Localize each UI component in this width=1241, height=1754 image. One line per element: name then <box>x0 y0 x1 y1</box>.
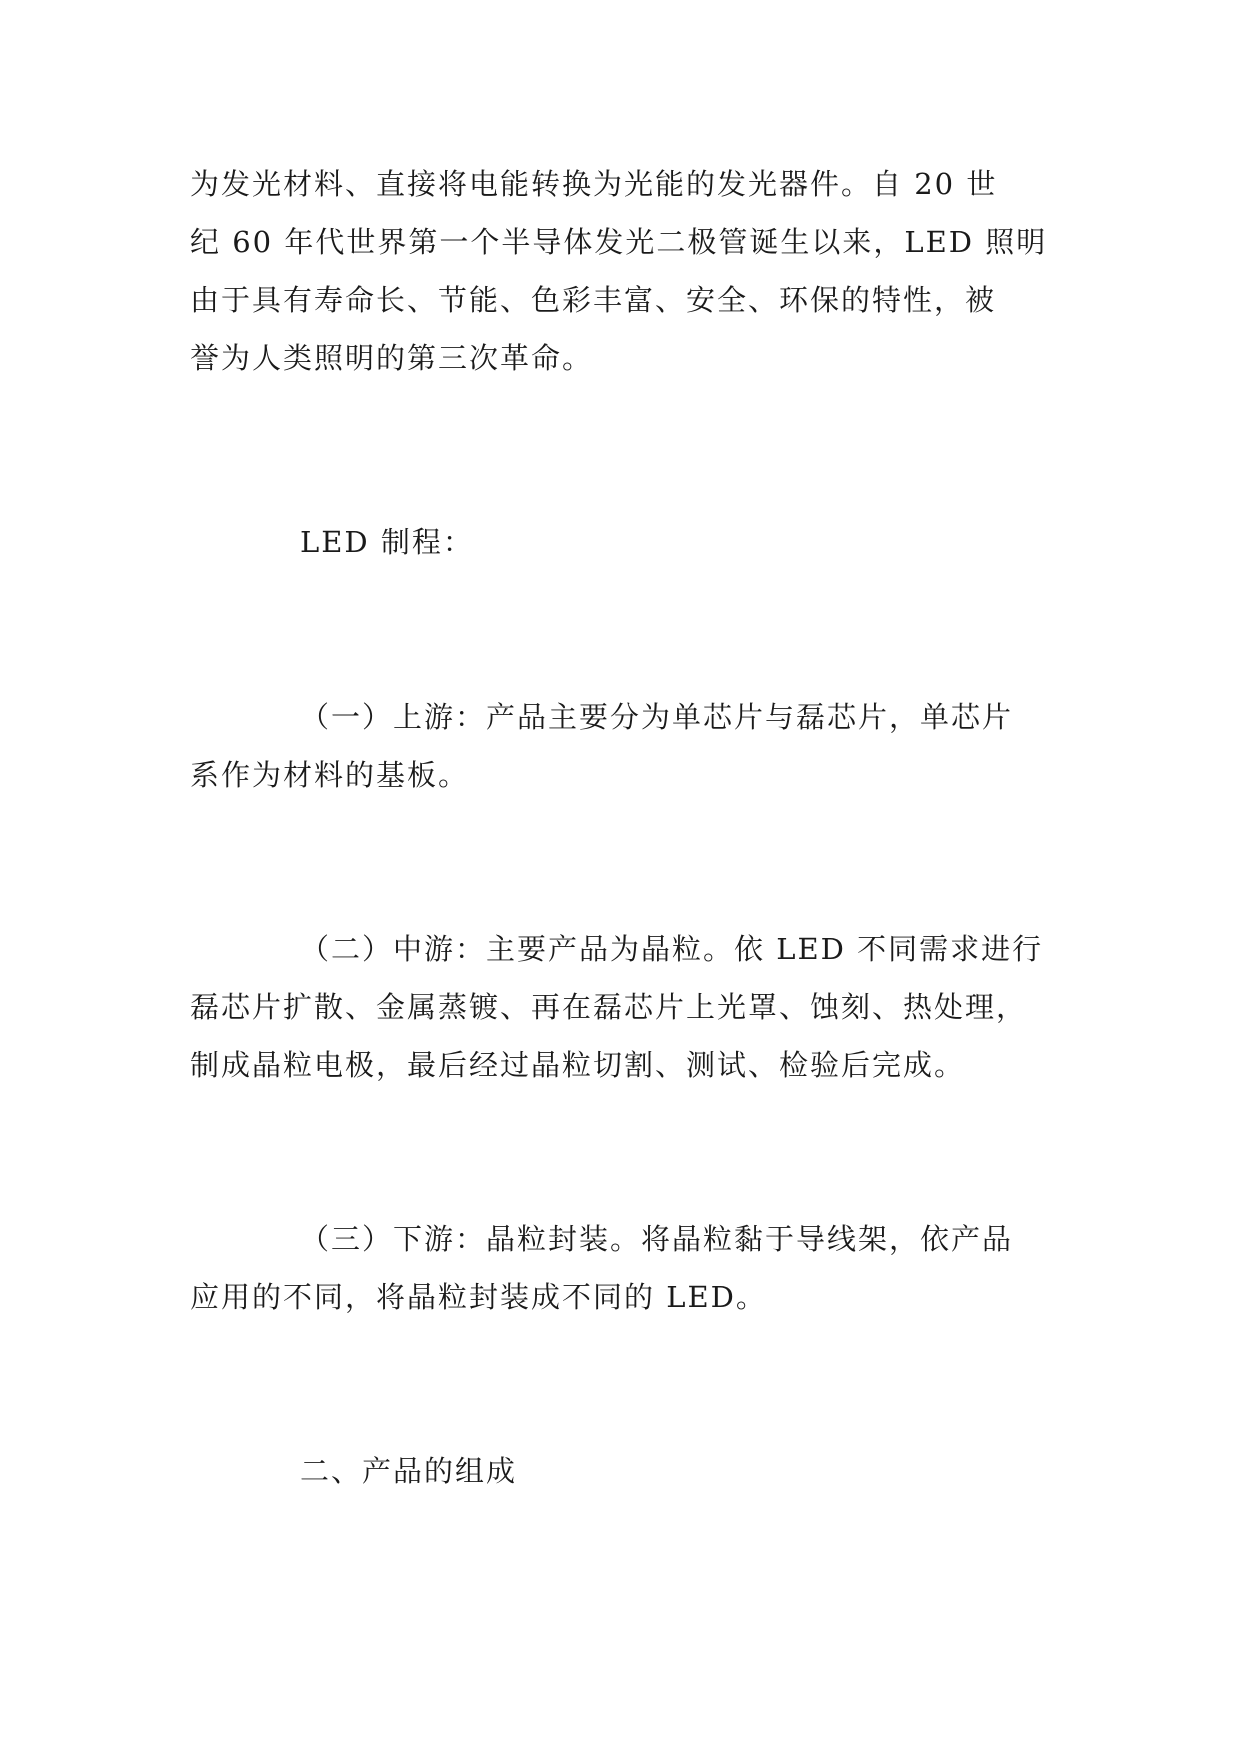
text-line: 系作为材料的基板。 <box>190 758 470 792</box>
text-line: 由于具有寿命长、节能、色彩丰富、安全、环保的特性，被 <box>190 283 997 317</box>
text-line: （一）上游：产品主要分为单芯片与磊芯片，单芯片 <box>300 700 1014 734</box>
text-line: 制成晶粒电极，最后经过晶粒切割、测试、检验后完成。 <box>190 1048 966 1082</box>
text-line: LED 制程： <box>300 525 474 559</box>
text-line: 纪 60 年代世界第一个半导体发光二极管诞生以来，LED 照明 <box>190 225 1048 259</box>
paragraph-downstream <box>190 1210 1050 1326</box>
text-line: （三）下游：晶粒封装。将晶粒黏于导线架，依产品 <box>300 1222 1014 1256</box>
paragraph-midstream <box>190 920 1050 1094</box>
text-line: 二、产品的组成 <box>300 1454 518 1488</box>
text-line: 磊芯片扩散、金属蒸镀、再在磊芯片上光罩、蚀刻、热处理， <box>190 990 1028 1024</box>
text-line: 誉为人类照明的第三次革命。 <box>190 341 594 375</box>
paragraph-upstream <box>190 688 1050 804</box>
paragraph-led-intro <box>190 155 1050 387</box>
text-line: 应用的不同，将晶粒封装成不同的 LED。 <box>190 1280 767 1314</box>
text-line: （二）中游：主要产品为晶粒。依 LED 不同需求进行 <box>300 932 1044 966</box>
heading-led-process <box>190 513 1050 571</box>
text-line: 为发光材料、直接将电能转换为光能的发光器件。自 20 世 <box>190 167 998 201</box>
heading-product-composition <box>190 1442 1050 1500</box>
